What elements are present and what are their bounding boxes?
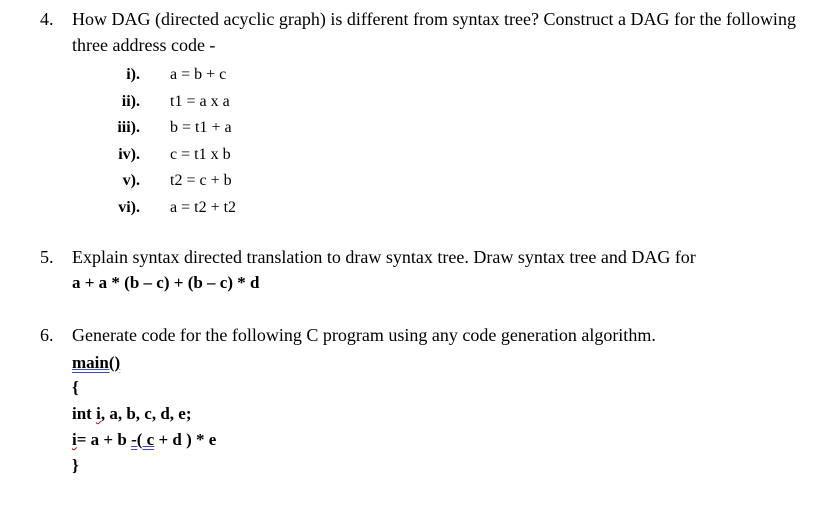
list-item-label: iii). (117, 119, 140, 137)
code-main-text: main() (72, 353, 121, 372)
code-decl-keyword: int (72, 404, 97, 423)
list-item-code: a = t2 + t2 (170, 198, 237, 216)
code-stmt-var-i: i (72, 430, 77, 449)
list-item-label: ii). (121, 92, 140, 110)
list-item-label: i). (126, 66, 140, 83)
code-stmt-rest: + d ) * e (154, 430, 217, 449)
list-item-code: b = t1 + a (170, 119, 232, 137)
expression: a + a * (b – c) + (b – c) * d (72, 273, 260, 292)
list-item-label: vi). (118, 198, 140, 216)
code-stmt-mid: = a + b (76, 430, 132, 449)
code-decl-rest: , a, b, c, d, e; (100, 404, 192, 423)
code-stmt-minus: -( (131, 430, 143, 449)
question-number: 6. (40, 325, 54, 345)
question-text: How DAG (directed acyclic graph) is different from syntax tree? Construct a DAG for the following three address code - (72, 9, 796, 55)
list-item-code: c = t1 x b (170, 145, 231, 163)
question-text: Generate code for the following C program using any code generation algorithm. (72, 325, 656, 345)
list-item-label: iv). (118, 145, 140, 163)
list-item-code: a = b + c (170, 66, 227, 83)
question-number: 4. (40, 9, 54, 29)
code-close-brace: } (72, 456, 79, 475)
question-text: Explain syntax directed translation to draw syntax tree. Draw syntax tree and DAG for (72, 247, 696, 267)
code-open-brace: { (72, 378, 79, 397)
list-item-code: t1 = a x a (170, 92, 230, 110)
code-declaration (72, 401, 192, 427)
code-decl-var-i: i (96, 404, 101, 423)
code-statement (72, 427, 216, 453)
list-item-label: v). (122, 172, 140, 190)
question-number: 5. (40, 247, 54, 267)
list-item-code: t2 = c + b (170, 172, 232, 190)
code-main (72, 350, 120, 376)
code-stmt-c: c (142, 430, 155, 449)
